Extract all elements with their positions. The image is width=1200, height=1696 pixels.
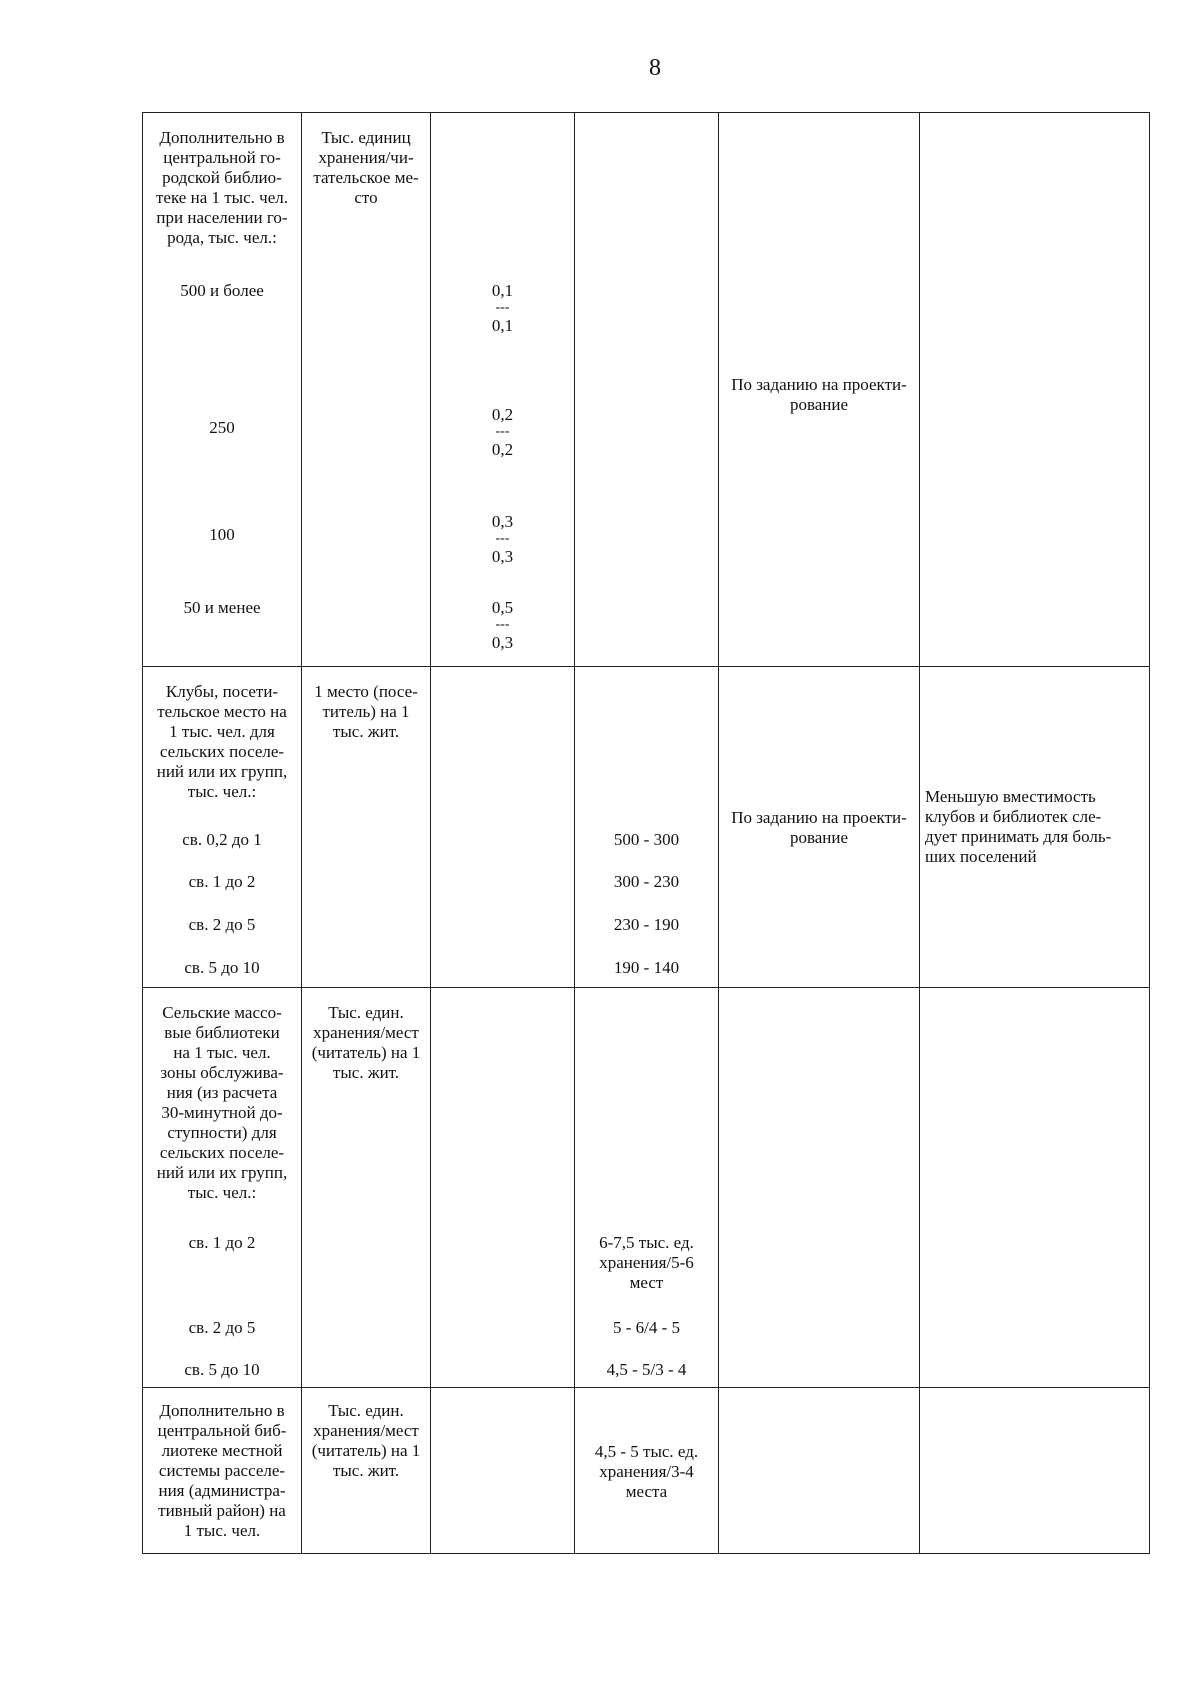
row3-sub-label: св. 5 до 10	[184, 1360, 260, 1379]
row1-sub-label: 50 и менее	[183, 598, 261, 617]
row2-project: По заданию на проекти- рование	[731, 808, 907, 847]
row2-note: Меньшую вместимость клубов и библиотек сле- дует принимать для боль- ших поселений	[925, 787, 1112, 866]
row1-project-cell	[719, 113, 920, 667]
row3-value: 6-7,5 тыс. ед. хранения/5-6 мест	[599, 1233, 694, 1292]
row1-ratio-cell	[431, 113, 575, 667]
row3-project-cell	[719, 988, 920, 1388]
row2-value: 300 - 230	[613, 872, 680, 891]
row4-ratio-cell	[431, 1388, 575, 1554]
row3-value: 4,5 - 5/3 - 4	[606, 1360, 687, 1379]
row3-note-cell	[920, 988, 1150, 1388]
row2-ratio-cell	[431, 667, 575, 988]
row1-name-cell	[143, 113, 302, 667]
page-number: 8	[649, 55, 661, 81]
row1-name: Дополнительно в центральной го- родской библио- теке на 1 тыс. чел. при населении го- рода, тыс. чел.:	[156, 128, 288, 247]
row3-sub-label: св. 1 до 2	[188, 1233, 256, 1252]
row1-unit-cell	[302, 113, 431, 667]
row1-sub-label: 250	[209, 418, 235, 437]
row1-value-cell	[575, 113, 719, 667]
row2-name-cell	[143, 667, 302, 988]
row3-name-cell	[143, 988, 302, 1388]
row3-ratio-cell	[431, 988, 575, 1388]
row4-unit-cell	[302, 1388, 431, 1554]
table-row	[143, 1388, 1150, 1554]
row1-sub-label: 100	[209, 525, 235, 544]
row3-name: Сельские массо- вые библиотеки на 1 тыс. чел. зоны обслужива- ния (из расчета 30-минутной до- ступности) для сельских поселе- ний или их групп, тыс. чел.:	[156, 1003, 288, 1202]
row2-note-cell	[920, 667, 1150, 988]
row2-unit-cell	[302, 667, 431, 988]
norms-table	[142, 112, 1150, 1554]
row2-sub-label: св. 2 до 5	[188, 915, 256, 934]
row2-sub-label: св. 5 до 10	[184, 958, 260, 977]
row2-value: 190 - 140	[613, 958, 680, 977]
row2-unit: 1 место (посе- титель) на 1 тыс. жит.	[314, 682, 418, 741]
row4-name-cell	[143, 1388, 302, 1554]
row3-value-cell	[575, 988, 719, 1388]
row2-value-cell	[575, 667, 719, 988]
row4-value: 4,5 - 5 тыс. ед. хранения/3-4 места	[594, 1442, 699, 1501]
table-row	[143, 667, 1150, 988]
table-row	[143, 113, 1150, 667]
row2-sub-label: св. 1 до 2	[188, 872, 256, 891]
row2-value: 500 - 300	[613, 830, 680, 849]
row2-sub-label: св. 0,2 до 1	[182, 830, 262, 849]
row4-unit: Тыс. един. хранения/мест (читатель) на 1 тыс. жит.	[311, 1401, 421, 1480]
row2-value: 230 - 190	[613, 915, 680, 934]
ratio-fraction: 0,3 --- 0,3	[491, 512, 514, 566]
row3-sub-label: св. 2 до 5	[188, 1318, 256, 1337]
row2-project-cell	[719, 667, 920, 988]
row1-sub-label: 500 и более	[180, 281, 264, 300]
table-row	[143, 988, 1150, 1388]
row1-note-cell	[920, 113, 1150, 667]
row4-value-cell	[575, 1388, 719, 1554]
row1-project: По заданию на проекти- рование	[731, 375, 907, 414]
ratio-fraction: 0,5 --- 0,3	[491, 598, 514, 652]
row4-project-cell	[719, 1388, 920, 1554]
ratio-fraction: 0,2 --- 0,2	[491, 405, 514, 459]
row3-unit-cell	[302, 988, 431, 1388]
row3-value: 5 - 6/4 - 5	[612, 1318, 681, 1337]
row1-unit: Тыс. единиц хранения/чи- тательское ме- сто	[313, 128, 419, 207]
row4-note-cell	[920, 1388, 1150, 1554]
ratio-fraction: 0,1 --- 0,1	[491, 281, 514, 335]
row3-unit: Тыс. един. хранения/мест (читатель) на 1 тыс. жит.	[311, 1003, 421, 1082]
row2-name: Клубы, посети- тельское место на 1 тыс. чел. для сельских поселе- ний или их групп, тыс. чел.:	[156, 682, 288, 801]
row4-name: Дополнительно в центральной биб- лиотеке местной системы расселе- ния (администра- тивный район) на 1 тыс. чел.	[157, 1401, 287, 1540]
